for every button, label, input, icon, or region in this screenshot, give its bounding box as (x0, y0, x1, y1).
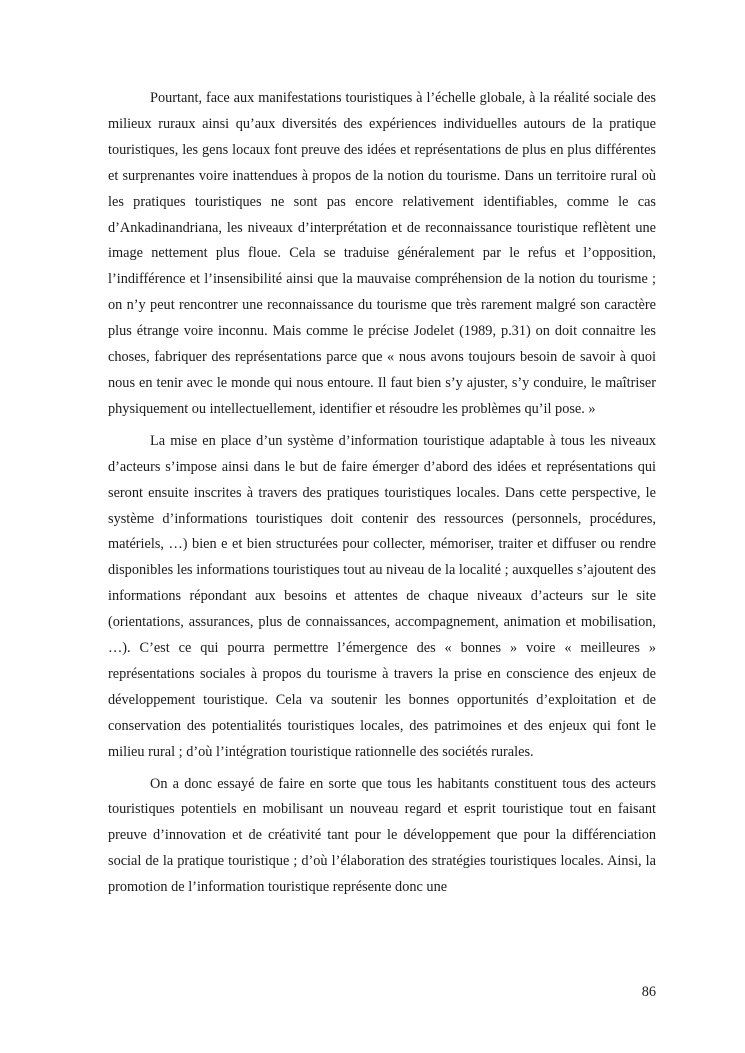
body-text (108, 86, 656, 907)
page-number: 86 (641, 984, 656, 1000)
paragraph: La mise en place d’un système d’information touristique adaptable à tous les niveaux d’acteurs s’impose ainsi dans le but de faire émerger d’abord des idées et représentations qui seront ensuite inscrites à travers des pratiques touristiques locales. Dans cette perspective, le système d’informations touristiques doit contenir des ressources (personnels, procédures, matériels, …) bien e et bien structurées pour collecter, mémoriser, traiter et diffuser ou rendre disponibles les informations touristiques tout au niveau de la localité ; auxquelles s’ajoutent des informations répondant aux besoins et attentes de chaque niveaux d’acteurs sur le site (orientations, assurances, plus de connaissances, accompagnement, animation et mobilisation, …). C’est ce qui pourra permettre l’émergence des « bonnes » voire « meilleures » représentations sociales à propos du tourisme à travers la prise en conscience des enjeux de développement touristique. Cela va soutenir les bonnes opportunités d’exploitation et de conservation des potentialités touristiques locales, des patrimoines et des enjeux qui font le milieu rural ; d’où l’intégration touristique rationnelle des sociétés rurales. (108, 432, 656, 760)
paragraph: Pourtant, face aux manifestations touristiques à l’échelle globale, à la réalité sociale des milieux ruraux ainsi qu’aux diversités des expériences individuelles autours de la pratique touristiques, les gens locaux font preuve des idées et représentations de plus en plus différentes et surprenantes voire inattendues à propos de la notion du tourisme. Dans un territoire rural où les pratiques touristiques ne sont pas encore relativement identifiables, comme le cas d’Ankadinandriana, les niveaux d’interprétation et de reconnaissance touristique reflètent une image nettement plus floue. Cela se traduise généralement par le refus et l’opposition, l’indifférence et l’insensibilité ainsi que la mauvaise compréhension de la notion du tourisme ; on n’y peut rencontrer une reconnaissance du tourisme que très rarement malgré son caractère plus étrange voire inconnu. Mais comme le précise Jodelet (1989, p.31) on doit connaitre les choses, fabriquer des représentations parce que « nous avons toujours besoin de savoir à quoi nous en tenir avec le monde qui nous entoure. Il faut bien s’y ajuster, s’y conduire, le maîtriser physiquement ou intellectuellement, identifier et résoudre les problèmes qu’il pose. » (108, 90, 656, 417)
paragraph: On a donc essayé de faire en sorte que tous les habitants constituent tous des acteurs touristiques potentiels en mobilisant un nouveau regard et esprit touristique tout en faisant preuve d’innovation et de créativité tant pour le développement que pour la différenciation social de la pratique touristique ; d’où l’élaboration des stratégies touristiques locales. Ainsi, la promotion de l’information touristique représente donc une (108, 775, 656, 896)
